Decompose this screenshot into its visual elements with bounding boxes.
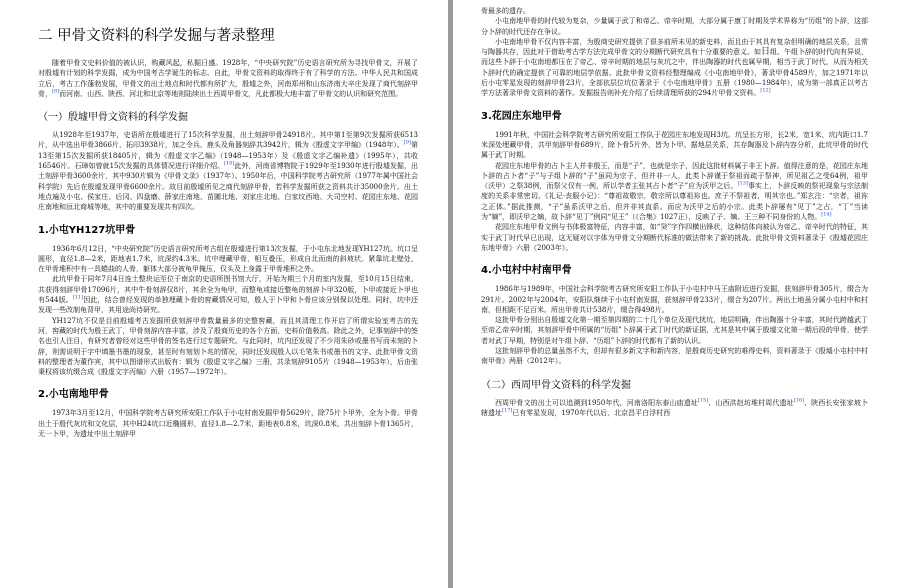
section-heading-yinxu: （一）殷墟甲骨文资料的科学发掘 bbox=[38, 112, 188, 124]
yh127-paragraph-2: 此坑甲骨于同年7月4日连土整块运至位于南京的史语所图书馆大厅，开始为期三个月的室内发掘，至10月15日结束，共获得刻辞甲骨17096片，其中牛骨刻辞仅8片，其余全为龟甲，而整龟或接近整龟的刻辞卜甲320版，卜甲或接近卜甲也有544版。[11]因此，结合曾经发现的单独埋藏卜骨的窖藏情况可知，殷人于卜甲和卜骨应该分别保以处理。同时，坑中还发现一些改制龟背甲，其用途尚待研究。 bbox=[38, 275, 418, 315]
yh127-paragraph-1: 1936年6月12日，“中央研究院”历史语言研究所考古组在殷墟进行第13次发掘，于小屯东北地发现YH127坑。坑口呈圆形，直径1.8—2米，距地表1.7米，坑深约4.3米。坑中埋藏甲骨，相互叠压，形成自北而南的斜坡状。紧靠坑北壁处，在甲骨堆积中有一具蜷曲的人骨，躯体大部分被龟甲掩压，仅头及上身露于甲骨堆积之外。 bbox=[38, 244, 418, 274]
footnote-ref[interactable]: [8] bbox=[52, 88, 60, 95]
footnote-ref[interactable]: [10] bbox=[224, 160, 235, 167]
yh127-paragraph-3: YH127坑不仅是目前殷墟考古发掘所获刻辞甲骨数量最多的完整窖藏，而且其清理工作开启了所谓实验室考古的先河，窖藏的时代为殷王武丁，甲骨刻辞内容丰富，涉及了殷商历史的各个方面，史料价值极高。除此之外，记事刻辞中的签名也引人注目，有研究者曾经对这些甲骨的签名进行过专题研究。与此同时，坑内还发现了不少用朱砂或墨书写而未刻的卜辞，则需说明于字中填墨书墨的现象，甚至时有刻划卜兆的情况，同时还发现殷人以毛笔朱书或墨书的文字。此批甲骨文资料的整理者为董作宾，其中以图谱形式出版有：辑为《殷虚文字乙编》三册，共录刻辞9105片（1948—1953年），后由张秉权将该坑缀合成《殷虚文字丙编》六册（1957—1972年）。 bbox=[38, 316, 418, 377]
continued-text: 骨最多的遗存。 bbox=[481, 7, 530, 15]
right-page bbox=[453, 0, 900, 588]
hyz-paragraph-3: 花园庄东地甲骨文例与书体极富特征，内容丰富，如“癸”字作四横出锋状，这种结体向被认为帝乙、帝辛时代的特征，其实于武丁时代早已出现，这无疑对以字体为甲骨文分期断代标准的做法带来了新的挑战。此批甲骨文资料著录于《殷墟花园庄东地甲骨》六册（2003年）。 bbox=[481, 223, 868, 252]
footnote-ref[interactable]: [16] bbox=[793, 397, 804, 404]
subheading-cunzhong: 4.小屯村中村南甲骨 bbox=[481, 265, 572, 277]
footnote-ref[interactable]: [15] bbox=[697, 397, 709, 404]
xizhou-paragraph-1: 西周甲骨文的出土可以追溯到1950年代，河南洛阳东泰山庙遗址[15]、山西洪赵坊堆村周代遗址[16]、陕西长安张家坡卜辖遗址[17]已有零星发现，1970年代以后，北京昌平白浮村西 bbox=[481, 397, 868, 417]
oracle-glyph: 日 bbox=[761, 47, 771, 58]
hyz-paragraph-1: 1991年秋，中国社会科学院考古研究所安阳工作队于花园庄东地发现H3坑。坑呈长方形，长2米，宽1米，坑内距口1.7米深处埋藏甲骨，共甲刻辞甲骨689片，除卜骨5片外，皆为卜甲。据地层关系，共存陶器及卜辞内容分析，此坑甲骨的时代属于武丁时期。 bbox=[481, 130, 868, 160]
footnote-ref[interactable]: [11] bbox=[72, 294, 84, 301]
subheading-huayuanzhuang: 3.花园庄东地甲骨 bbox=[481, 110, 562, 122]
intro-paragraph: 随着甲骨文史料价值的被认识，购藏风起，私掘日盛。1928年，“中央研究院”历史语言研究所为寻找甲骨文，开展了对殷墟有计划的科学发掘，成为中国考古学诞生的标志。自此，甲骨文资料的取得终于有了科学的方法。中华人民共和国成立后，考古工作蓬勃发展，甲骨文的出土地点和时代都有所扩大，殷墟之外，河南郑州和山东济南大辛庄发现了商代刻辞甲骨，[8]而河南、山西、陕西、河北和北京等地则陆续出土西周甲骨文，凡此都极大地丰富了甲骨文的认识和研究范围。 bbox=[38, 59, 418, 98]
czn-paragraph-2: 这批甲骨分别出自殷墟文化第一期至第四期的二十几个单位及现代扰坑，地层明确，伴出陶器十分丰富，其时代跨越武丁至帝乙帝辛时期，其刻辞甲骨中所属的“历组”卜辞属于武丁时代的新证据，尤其是其中属于殷墟文化第一期后段的甲骨，使学者对武丁早期，特别是对午组卜辞、“历组”卜辞的时代都有了新的认识。 bbox=[481, 316, 868, 345]
subheading-tunnan: 2.小屯南地甲骨 bbox=[38, 389, 109, 401]
footnote-ref[interactable]: [12] bbox=[760, 88, 771, 95]
footnote-ref[interactable]: [17] bbox=[502, 407, 513, 414]
footnote-ref[interactable]: [13] bbox=[737, 180, 748, 187]
footnote-ref[interactable]: [14] bbox=[821, 211, 832, 218]
subheading-yh127: 1.小屯YH127坑甲骨 bbox=[38, 224, 136, 236]
hyz-paragraph-2: 花园庄东地甲骨的占卜主人并非殷王，而是“子”，也就是宗子，因此这批材料属于非王卜辞。值得注意的是，花园庄东地卜辞的占卜者“子”与子组卜辞的“子”虽同为宗子，但并非一人，此类卜辞谨于祭祖而疏于祭神，所见祖乙之受64例，祖甲（沃甲）之祭38例，而祭父仅有一例，所以学者主张其占卜者“子”应为沃甲之后。[13]事实上，卜辞反映的祭祀现象与宗法制度的关系非常密切。《礼记·丧服小记》：“尊祖故敬宗，敬宗所以尊祖祢也。庶子不祭祖者，明其宗也。”郑玄注：“宗者，祖祢之正体。”据此推测，“子”虽系沃甲之后，但并非其直系。而应为沃甲之后的小宗。此类卜辞屡有“见丁”之占，“丁”当读为“嫡”，即沃甲之嫡，故卜辞“见丁”例同“见王”（《合集》1027正），反映了子、嫡、王三种不同身份的人物。[14] bbox=[481, 161, 868, 222]
czn-paragraph-1: 1986年与1989年，中国社会科学院考古研究所安阳工作队于小屯村中马王庙附近进行发掘，获刻辞甲骨305片，缀合为291片。2002年与2004年，安阳队继续于小屯村南发掘，获刻辞甲骨233片，缀合为207片。两出土地虽分属小屯村中和村南，但相距不足百米。所出甲骨共计538片，缀合得498片。 bbox=[481, 285, 868, 314]
section-heading-xizhou: （二）西周甲骨文资料的科学发掘 bbox=[481, 379, 631, 391]
yinxu-paragraph: 从1928年至1937年，史语所在殷墟进行了15次科学发掘，出土刻辞甲骨24918片。其中第1至第9次发掘所获6513片，从中选出甲骨3866片，拓印3938片，加之令兵、鹿头及角器刻辞共3942片，辑为《殷虚文字甲编》（1948年）。[9]第13至第15次发掘所获18405片，辑为《殷虚文字乙编》（1948—1953年）及《殷虚文字乙编补遗》（1995年），共收16546片。石璋如曾就15次发掘的具体情况进行详细介绍。[10]此外，河南省博物院于1929年至1930年进行殷墟发掘，出土刻辞甲骨3600余片，其中930片辑为《甲骨文录》（1937年）。1950年后，中国科学院考古研究所（1977年属中国社会科学院）先后在殷墟发现甲骨6600余片。故目前殷墟所见之商代刻辞甲骨，若科学发掘所获之资料共计35000余片。出土地点遍及小屯、侯家庄、后冈、四盘磨、薛家庄南地、苗圃北地、刘家庄北地、白家坟西地、大司空村、花园庄东地、花园庄南地和洹北商城等地，其中的重要发现共有四次。 bbox=[38, 131, 418, 212]
tunnan-paragraph-1: 1973年3月至12月，中国科学院考古研究所安阳工作队于小屯村南发掘甲骨5629片，除75片卜甲外，全为卜骨。甲骨出土于殷代灰坑和文化层，其中H24坑口近椭圆形，直径1.8—2.7米，距地表0.8米，坑深0.8米，共出刻辞卜骨1365片，无一卜甲，为遗址中出土刻辞甲 bbox=[38, 409, 418, 439]
footnote-ref[interactable]: [9] bbox=[403, 140, 411, 147]
tunnan-paragraph-2: 小屯南地甲骨的时代较为复杂，少量属于武丁和帝乙、帝辛时期，大部分属于康丁时期及学术界称为“历组”的卜辞，这部分卜辞的时代还存在争议。 bbox=[481, 17, 868, 36]
left-page bbox=[0, 0, 448, 588]
czn-paragraph-3: 这批刻辞甲骨的总量虽然不大，但却有很多新文字和新内容，是殷商历史研究的难得史料，资料著录于《殷墟小屯村中村南甲骨》两册（2012年）。 bbox=[481, 347, 868, 366]
chapter-title: 二 甲骨文资料的科学发掘与著录整理 bbox=[38, 28, 275, 44]
tunnan-paragraph-3: 小屯南地甲骨不仅内容丰富，为殷商史研究提供了很多前所未见的新史料，而且由于其具有复杂但明确的地层关系，且常与陶器共存，因此对于借助考古学方法完成甲骨文的分期断代研究具有十分重要的意义。如日组、午组卜辞的时代向有异说，而这些卜辞于小屯南地都压在了帝乙、帝辛时期的地层与灰坑之中，伴出陶器的时代也属早期，相当于武丁时代，从而为相关卜辞时代的确定提供了可靠的地层学依据。此批甲骨文资料经整理编成《小屯南地甲骨》，著录甲骨4589片，加之1971年以后小屯零星发现的刻辞甲骨23片，全部依层位坑位著录于《小屯南地甲骨》五册（1980—1984年），成为第一部真正以考古学方法著录甲骨文资料的著作。发掘报告则补充介绍了后续清理所获的294片甲骨文资料。[12] bbox=[481, 37, 869, 98]
